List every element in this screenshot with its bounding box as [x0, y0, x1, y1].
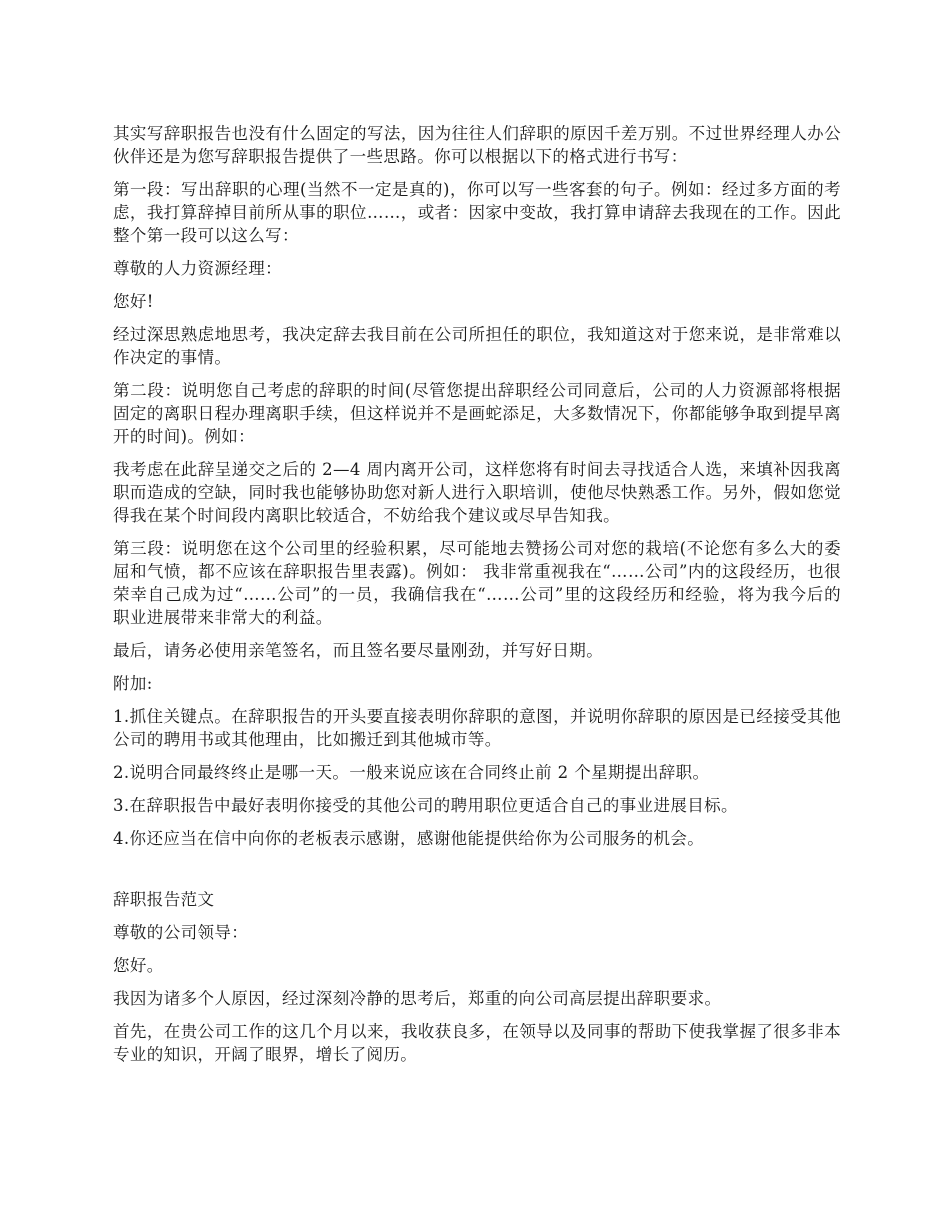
paragraph-tip-1: 1.抓住关键点。在辞职报告的开头要直接表明你辞职的意图，并说明你辞职的原因是已经接受其他公司的聘用书或其他理由，比如搬迁到其他城市等。	[113, 707, 841, 749]
section-spacer	[113, 860, 841, 888]
paragraph-second-section: 第二段：说明您自己考虑的辞职的时间(尽管您提出辞职经公司同意后，公司的人力资源部将根据固定的离职日程办理离职手续，但这样说并不是画蛇添足，大多数情况下，你都能够争取到提早离开的时间)。例如：	[113, 381, 841, 446]
paragraph-tip-2: 2.说明合同最终终止是哪一天。一般来说应该在合同终止前 2 个星期提出辞职。	[113, 763, 710, 782]
paragraph-third-section: 第三段：说明您在这个公司里的经验积累，尽可能地去赞扬公司对您的栽培(不论您有多么大的委屈和气愤，都不应该在辞职报告里表露)。例如： 我非常重视我在“……公司”内的这段经历，也很荣幸自己成为过“……公司”的一员，我确信我在“……公司”里的这段经历和经验，将为我今后的职业进展带来非常大的利益。	[113, 539, 841, 627]
sample-greeting: 您好。	[113, 956, 164, 975]
paragraph-signature-note: 最后，请务必使用亲笔签名，而且签名要尽量刚劲，并写好日期。	[113, 641, 604, 660]
sample-salutation: 尊敬的公司领导：	[113, 923, 249, 942]
paragraph-tip-3: 3.在辞职报告中最好表明你接受的其他公司的聘用职位更适合自己的事业进展目标。	[113, 796, 738, 815]
sample-title: 辞职报告范文	[113, 890, 215, 909]
sample-reason: 我因为诸多个人原因，经过深刻冷静的思考后，郑重的向公司高层提出辞职要求。	[113, 989, 722, 1008]
paragraph-timing-example: 我考虑在此辞呈递交之后的 2—4 周内离开公司，这样您将有时间去寻找适合人选，来填补因我离职而造成的空缺，同时我也能够协助您对新人进行入职培训，使他尽快熟悉工作。另外，假如您觉得我在某个时间段内离职比较适合，不妨给我个建议或尽早告知我。	[113, 460, 841, 525]
paragraph-salutation-hr: 尊敬的人力资源经理：	[113, 259, 282, 278]
sample-gratitude: 首先，在贵公司工作的这几个月以来，我收获良多，在领导以及同事的帮助下使我掌握了很多非本专业的知识，开阔了眼界，增长了阅历。	[113, 1022, 841, 1064]
paragraph-intro: 其实写辞职报告也没有什么固定的写法，因为往往人们辞职的原因千差万别。不过世界经理人办公伙伴还是为您写辞职报告提供了一些思路。你可以根据以下的格式进行书写：	[113, 124, 841, 166]
paragraph-tip-4: 4.你还应当在信中向你的老板表示感谢，感谢他能提供给你为公司服务的机会。	[113, 829, 705, 848]
paragraph-decision: 经过深思熟虑地思考，我决定辞去我目前在公司所担任的职位，我知道这对于您来说，是非常难以作决定的事情。	[113, 325, 841, 367]
paragraph-first-section: 第一段：写出辞职的心理(当然不一定是真的)，你可以写一些客套的句子。例如：经过多方面的考虑，我打算辞掉目前所从事的职位……，或者：因家中变故，我打算申请辞去我现在的工作。因此整个第一段可以这么写：	[113, 180, 841, 245]
document-body	[113, 122, 841, 1076]
paragraph-appendix-heading: 附加:	[113, 674, 153, 693]
paragraph-greeting: 您好!	[113, 292, 154, 311]
